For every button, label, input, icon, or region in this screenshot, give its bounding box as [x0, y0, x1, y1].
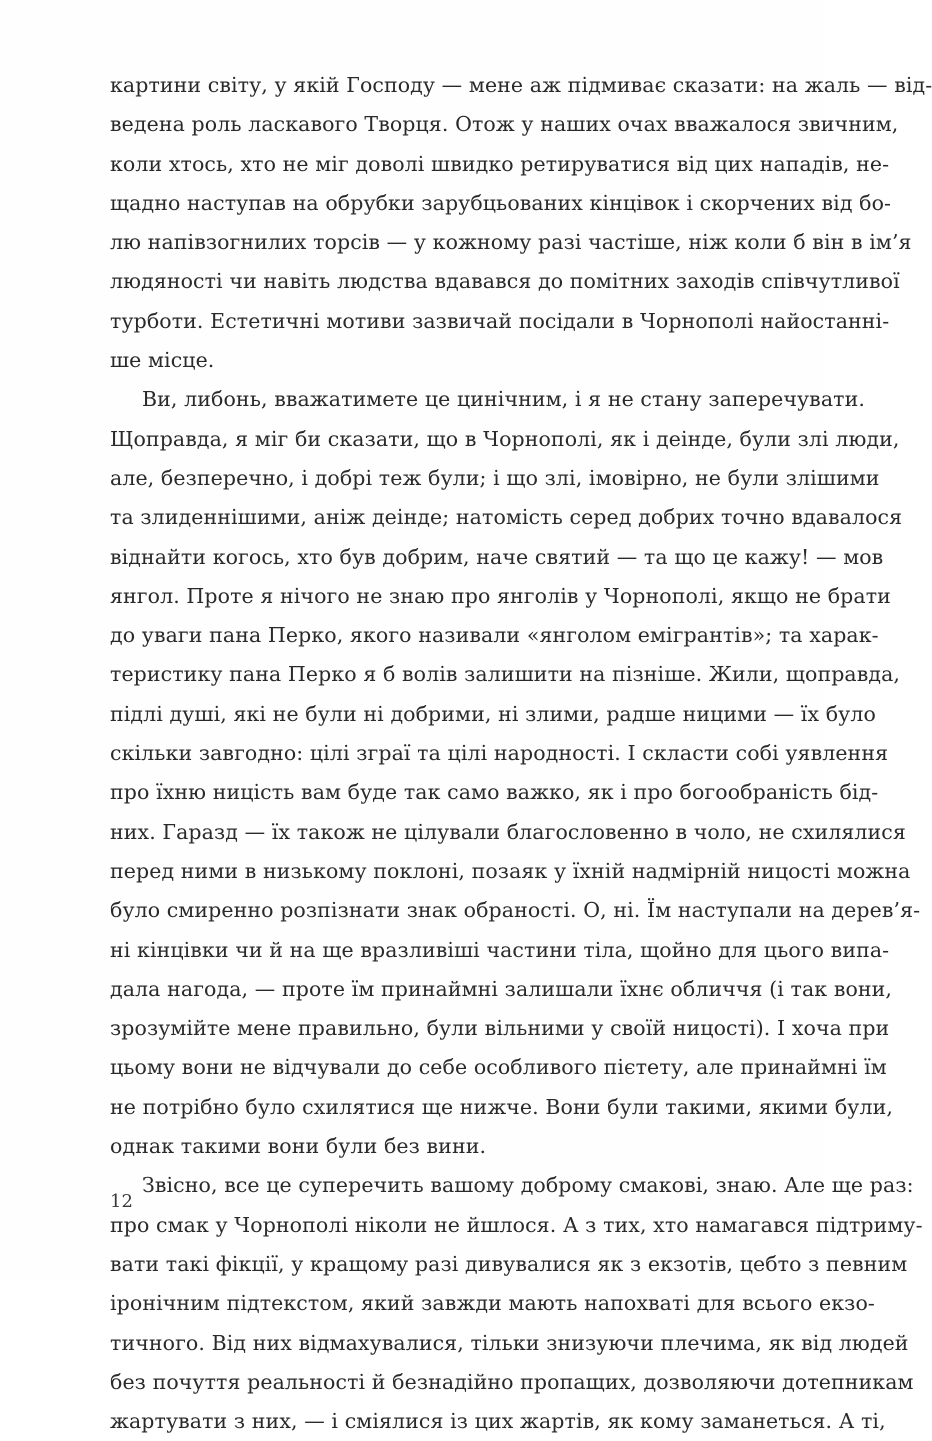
text-line: щадно наступав на обрубки зарубцьованих кінцівок і скорчених від бо- [110, 190, 892, 215]
text-line: коли хтось, хто не міг доволі швидко ретируватися від цих нападів, не- [110, 151, 890, 176]
text-line: Щоправда, я міг би сказати, що в Чорнополі, як і деінде, були злі люди, [110, 426, 900, 451]
text-line: них. Гаразд — їх також не цілували благословенно в чоло, не схилялися [110, 819, 906, 844]
text-line: тичного. Від них відмахувалися, тільки знизуючи плечима, як від людей [110, 1330, 909, 1355]
paragraph-start-line: Звісно, все це суперечить вашому доброму смакові, знаю. Але ще раз: [142, 1173, 914, 1198]
text-line: картини світу, у якій Господу — мене аж підмиває сказати: на жаль — від- [110, 73, 932, 97]
text-line: теристику пана Перко я б волів залишити на пізніше. Жили, щоправда, [110, 662, 901, 687]
text-line: лю напівзогнилих торсів — у кожному разі частіше, ніж коли б він в ім’я [110, 230, 912, 255]
text-line: турботи. Естетичні мотиви зазвичай посідали в Чорнополі найостанні- [110, 308, 890, 333]
text-line: людяності чи навіть людства вдавався до помітних заходів співчутливої [110, 269, 900, 294]
text-line: віднайти когось, хто був добрим, наче святий — та що це кажу! — мов [110, 544, 884, 569]
text-line: янгол. Проте я нічого не знаю про янголів у Чорнополі, якщо не брати [110, 583, 891, 608]
text-line: ведена роль ласкавого Творця. Отож у наших очах вважалося звичним, [110, 112, 899, 137]
text-line: було смиренно розпізнати знак обраності. О, ні. Їм наступали на дерев’я- [110, 898, 921, 923]
text-line: зрозумійте мене правильно, були вільними у своїй ницості). І хоча при [110, 1016, 890, 1041]
text-line: однак такими вони були без вини. [110, 1134, 487, 1159]
text-line: ні кінцівки чи й на ще вразливіші частини тіла, щойно для цього випа- [110, 937, 890, 962]
text-line: перед ними в низькому поклоні, позаяк у їхній надмірній ницості можна [110, 858, 911, 883]
text-line: до уваги пана Перко, якого називали «янголом емігрантів»; та харак- [110, 623, 879, 648]
text-line: але, безперечно, і добрі теж були; і що злі, імовірно, не були злішими [110, 465, 880, 490]
text-line: про їхню ницість вам буде так само важко, як і про богообраність бід- [110, 780, 879, 805]
paragraph-start-line: Ви, либонь, вважатимете це цинічним, і я не стану заперечувати. [142, 387, 865, 412]
text-line: підлі душі, які не були ні добрими, ні злими, радше ницими — їх було [110, 701, 876, 726]
body-text [110, 66, 932, 1441]
text-line: дала нагода, — проте їм принаймні залишали їхнє обличчя (і так вони, [110, 976, 893, 1001]
page-number: 12 [110, 1191, 133, 1212]
text-line: вати такі фікції, у кращому разі дивувалися як з екзотів, цебто з певним [110, 1251, 908, 1276]
text-line: про смак у Чорнополі ніколи не йшлося. А з тих, хто намагався підтриму- [110, 1212, 923, 1237]
text-line: скільки завгодно: цілі зграї та цілі народності. І скласти собі уявлення [110, 741, 889, 766]
text-line: та злиденнішими, аніж деінде; натомість серед добрих точно вдавалося [110, 505, 903, 530]
text-line: жартувати з них, — і сміялися із цих жартів, як кому заманеться. А ті, [110, 1409, 886, 1434]
text-line: іронічним підтекстом, який завжди мають напохваті для всього екзо- [110, 1291, 875, 1316]
text-line: ше місце. [110, 348, 215, 373]
text-line: без почуття реальності й безнадійно пропащих, дозволяючи дотепникам [110, 1369, 914, 1394]
text-line: цьому вони не відчували до себе особливого пієтету, але принаймні їм [110, 1055, 887, 1080]
text-line: не потрібно було схилятися ще нижче. Вони були такими, якими були, [110, 1094, 893, 1119]
